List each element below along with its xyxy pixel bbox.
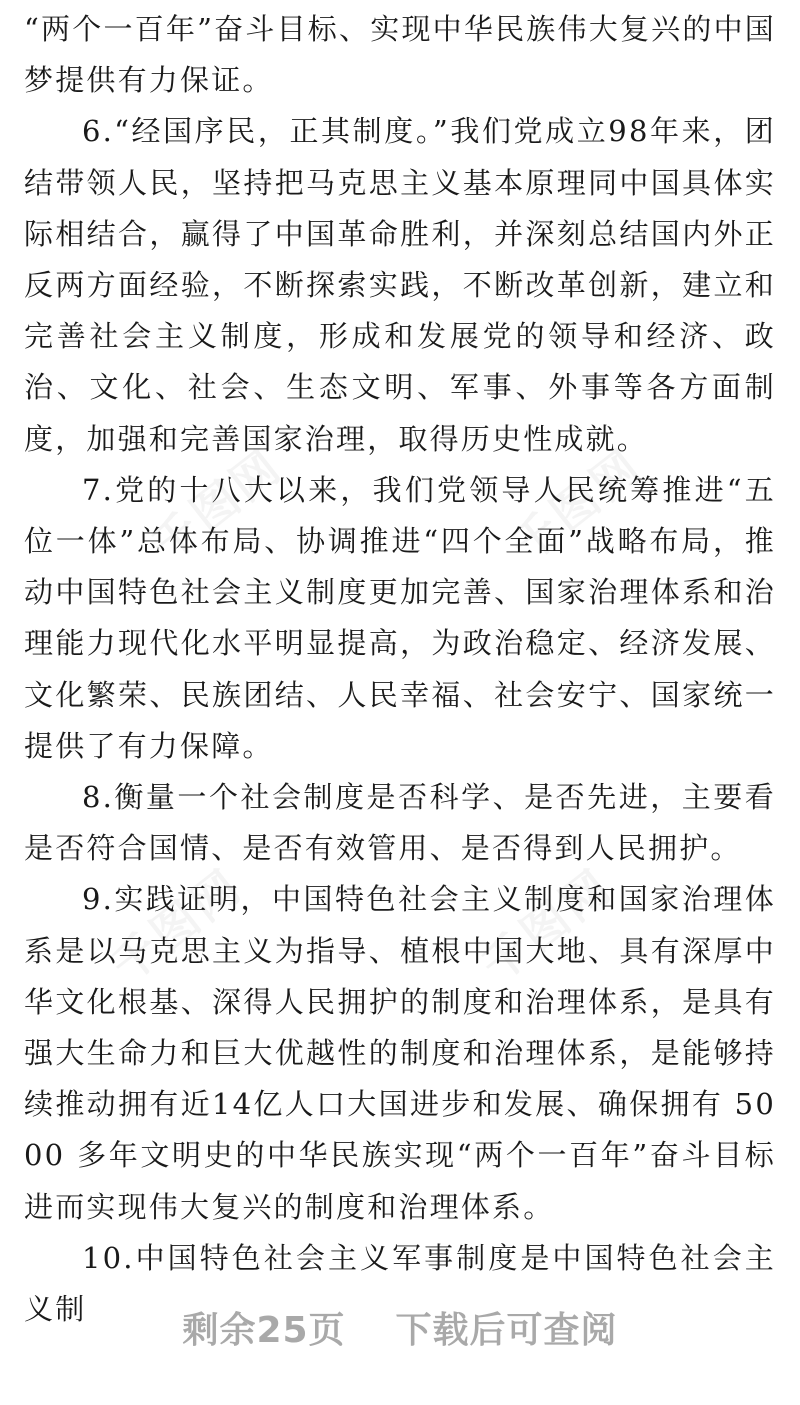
download-prompt[interactable]: [0, 1302, 800, 1353]
paragraph-7: 7.党的十八大以来，我们党领导人民统筹推进“五位一体”总体布局、协调推进“四个全面”战略布局，推动中国特色社会主义制度更加完善、国家治理体系和治理能力现代化水平明显提高，为政治稳定、经济发展、文化繁荣、民族团结、人民幸福、社会安宁、国家统一提供了有力保障。: [24, 472, 776, 763]
download-to-view-label[interactable]: 下载后可查阅: [395, 1310, 618, 1351]
paragraph-intro: “两个一百年”奋斗目标、实现中华民族伟大复兴的中国梦提供有力保证。: [24, 12, 776, 98]
watermark: 千图网: [141, 437, 293, 573]
remaining-pages-label: 剩余25页: [182, 1310, 346, 1351]
paragraph-10: 10.中国特色社会主义军事制度是中国特色社会主义制: [24, 1240, 776, 1327]
paragraph-8: 8.衡量一个社会制度是否科学、是否先进，主要看是否符合国情、是否有效管用、是否得到人民拥护。: [24, 780, 776, 866]
watermark: 千图网: [471, 857, 623, 993]
watermark: 千图网: [501, 437, 653, 573]
document-body: [24, 0, 776, 1335]
paragraph-6: 6.“经国序民，正其制度。”我们党成立98年来，团结带领人民，坚持把马克思主义基本原理同中国具体实际相结合，赢得了中国革命胜利，并深刻总结国内外正反两方面经验，不断探索实践，不断改革创新，建立和完善社会主义制度，形成和发展党的领导和经济、政治、文化、社会、生态文明、军事、外事等各方面制度，加强和完善国家治理，取得历史性成就。: [24, 114, 776, 456]
paragraph-9: 9.实践证明，中国特色社会主义制度和国家治理体系是以马克思主义为指导、植根中国大地、具有深厚中华文化根基、深得人民拥护的制度和治理体系，是具有强大生命力和巨大优越性的制度和治理体系，是能够持续推动拥有近14亿人口大国进步和发展、确保拥有 5000 多年文明史的中华民族实现“两个一百年”奋斗目标进而实现伟大复兴的制度和治理体系。: [24, 882, 776, 1224]
watermark: 千图网: [101, 857, 253, 993]
